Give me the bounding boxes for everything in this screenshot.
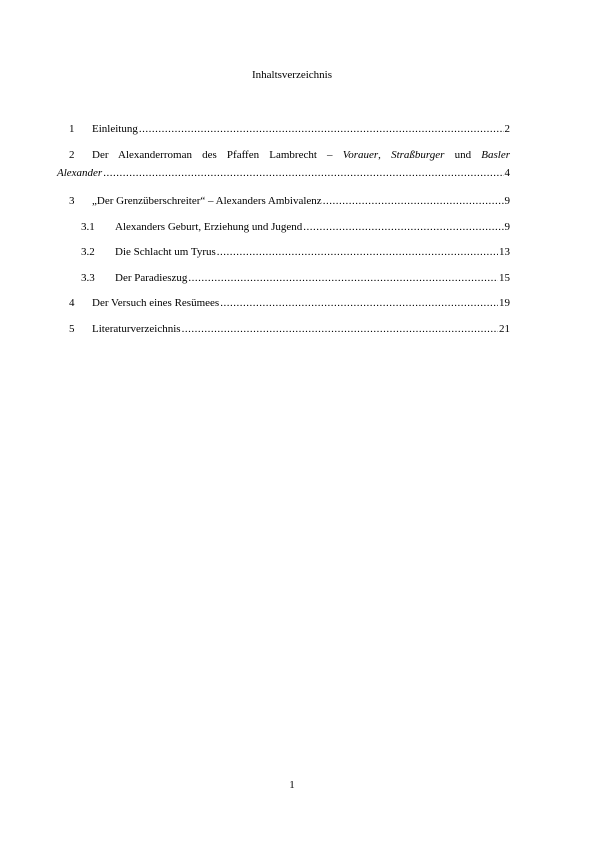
toc-entry-paradieszug[interactable]: [69, 271, 510, 285]
toc-entry-page: 9: [504, 221, 510, 233]
toc-entry-number: 5: [69, 323, 75, 335]
toc-entry-title-italic: Alexander: [57, 167, 103, 179]
toc-entry-page: 9: [504, 195, 510, 207]
toc-leader-dots: [182, 322, 498, 336]
toc-entry-einleitung[interactable]: [69, 122, 510, 136]
toc-entry-title-italic: Vorauer: [342, 149, 379, 161]
toc-entry-title-italic: Straßburger: [391, 149, 445, 161]
toc-title: Inhaltsverzeichnis: [251, 69, 333, 81]
toc-entry-number: 3: [69, 195, 75, 207]
toc-entry-title-part: Der Alexanderroman des Pfaffen Lambrecht –: [92, 149, 333, 161]
toc-entry-title: Alexanders Geburt, Erziehung und Jugend: [115, 221, 303, 233]
toc-leader-dots: [220, 296, 498, 310]
toc-entry-title-part: und: [454, 149, 472, 161]
page-number: 1: [289, 779, 295, 791]
toc-entry-title: Der Versuch eines Resümees: [92, 297, 220, 309]
toc-entry-number: 1: [69, 123, 75, 135]
toc-entry-grenzueberschreiter[interactable]: [69, 194, 510, 208]
toc-entry-page: 13: [499, 246, 510, 258]
toc-entry-resuemee[interactable]: [69, 296, 510, 310]
toc-entry-page: 15: [499, 272, 510, 284]
toc-entry-number: 3.3: [81, 272, 95, 284]
toc-entry-page: 2: [504, 123, 510, 135]
toc-entry-number: 3.1: [81, 221, 95, 233]
toc-entry-page: 21: [499, 323, 510, 335]
toc-entry-alexanderroman[interactable]: [69, 148, 510, 162]
toc-entry-alexanderroman-continued[interactable]: [57, 166, 510, 180]
toc-entry-title-italic: Basler: [481, 149, 510, 161]
toc-entry-title: „Der Grenzüberschreiter“ – Alexanders Ambivalenz: [92, 195, 322, 207]
toc-entry-title: Der Paradieszug: [115, 272, 188, 284]
toc-entry-geburt[interactable]: [69, 220, 510, 234]
toc-leader-dots: [303, 220, 503, 234]
toc-leader-dots: [139, 122, 504, 136]
toc-leader-dots: [323, 194, 504, 208]
toc-entry-title: Einleitung: [92, 123, 138, 135]
toc-leader-dots: [188, 271, 498, 285]
toc-entry-page: 19: [499, 297, 510, 309]
toc-leader-dots: [103, 166, 503, 180]
toc-entry-title-comma: ,: [378, 149, 381, 161]
toc-entry-page: 4: [504, 167, 510, 179]
toc-entry-title: [92, 148, 510, 162]
toc-entry-tyrus[interactable]: [69, 245, 510, 259]
toc-entry-literaturverzeichnis[interactable]: [69, 322, 510, 336]
toc-entry-number: 2: [69, 149, 75, 161]
toc-entry-title: Die Schlacht um Tyrus: [115, 246, 216, 258]
toc-entry-number: 3.2: [81, 246, 95, 258]
toc-entry-number: 4: [69, 297, 75, 309]
toc-entry-title: Literaturverzeichnis: [92, 323, 181, 335]
toc-leader-dots: [217, 245, 498, 259]
